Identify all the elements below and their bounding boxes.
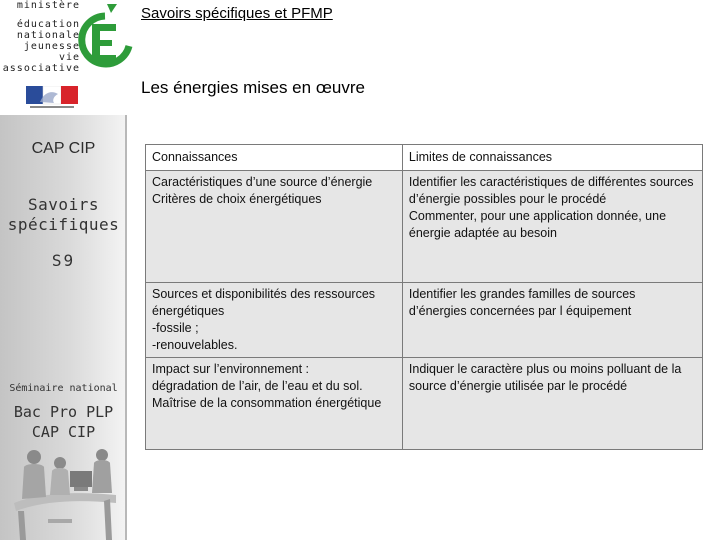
- knowledge-table: [145, 144, 703, 450]
- page-subtitle: Les énergies mises en œuvre: [141, 78, 365, 97]
- logo-line: vie associative: [2, 52, 80, 74]
- cell-line: Commenter, pour une application donnée, une énergie adaptée au besoin: [408, 209, 667, 240]
- page-title: Savoirs spécifiques et PFMP: [141, 5, 333, 22]
- cell-limites: [402, 283, 702, 358]
- table-row: [146, 358, 703, 450]
- cell-line: Identifier les grandes familles de sources d’énergies concernées par l équipement: [408, 287, 636, 318]
- cell-line: Identifier les caractéristiques de différentes sources d’énergie possibles pour le procédé: [408, 175, 694, 206]
- header-connaissances: Connaissances: [146, 145, 403, 171]
- cell-line: Caractéristiques d’une source d’énergie: [152, 175, 373, 189]
- sidebar-savoirs-label: [0, 195, 127, 235]
- cell-limites: [402, 171, 702, 283]
- logo-line: jeunesse: [23, 41, 80, 52]
- sidebar-seminaire-label: Séminaire national: [9, 383, 118, 394]
- cell-limites: [402, 358, 702, 450]
- cell-line: Indiquer le caractère plus ou moins polluant de la source d’énergie utilisée par le procédé: [408, 362, 682, 393]
- table-row: [146, 283, 703, 358]
- ministry-logo-text: [0, 0, 80, 74]
- header-limites: Limites de connaissances: [402, 145, 702, 171]
- meeting-illustration: [8, 433, 120, 540]
- logo-line: ministère: [16, 0, 80, 11]
- logo-line: nationale: [16, 30, 80, 41]
- cell-connaissances: [146, 283, 403, 358]
- table-header-row: [146, 145, 703, 171]
- bacpro-line: CAP CIP: [31, 423, 96, 441]
- sidebar-code: S9: [51, 251, 76, 270]
- republique-francaise-logo: [26, 86, 78, 110]
- cell-line: Maîtrise de la consommation énergétique: [152, 396, 382, 410]
- logo-spacer: [0, 11, 80, 19]
- left-sidebar: [0, 115, 127, 540]
- ministry-emblem-logo: [77, 2, 133, 72]
- cell-line: Critères de choix énergétiques: [152, 192, 322, 206]
- cell-line: dégradation de l’air, de l’eau et du sol.: [152, 379, 363, 393]
- cell-line: Sources et disponibilités des ressources énergétiques: [152, 287, 376, 318]
- cell-line: -renouvelables.: [152, 338, 238, 352]
- cell-line: -fossile ;: [152, 321, 199, 335]
- sidebar-divider: [125, 115, 127, 540]
- logo-line: éducation: [16, 19, 80, 30]
- table-row: [146, 171, 703, 283]
- bacpro-line: Bac Pro PLP: [13, 403, 114, 421]
- cell-line: Impact sur l’environnement :: [152, 362, 310, 376]
- savoirs-line: Savoirs: [28, 195, 99, 214]
- cell-connaissances: [146, 358, 403, 450]
- savoirs-line: spécifiques: [7, 215, 120, 234]
- sidebar-cap-label: CAP CIP: [31, 140, 96, 157]
- cell-connaissances: [146, 171, 403, 283]
